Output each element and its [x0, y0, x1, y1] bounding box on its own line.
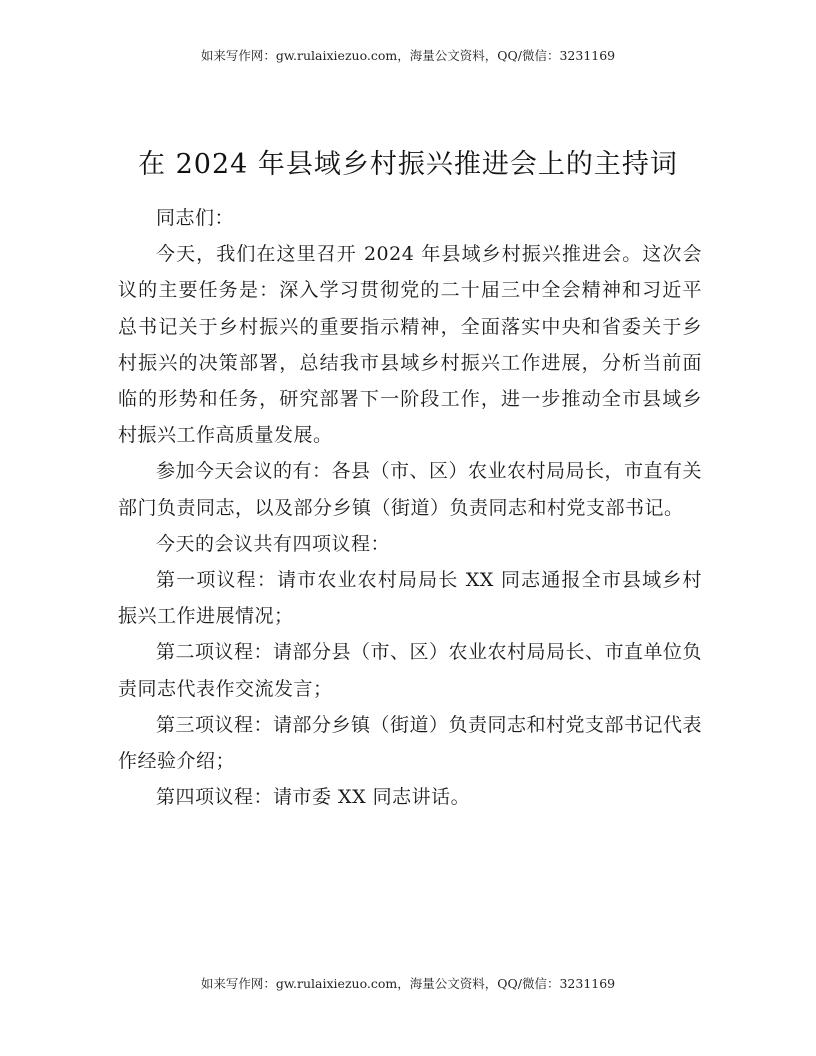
paragraph-meeting-purpose: 今天，我们在这里召开 2024 年县域乡村振兴推进会。这次会议的主要任务是：深入学习贯彻党的二十届三中全会精神和习近平总书记关于乡村振兴的重要指示精神，全面落实中央和省委关于乡村振兴的决策部署，总结我市县域乡村振兴工作进展，分析当前面临的形势和任务，研究部署下一阶段工作，进一步推动全市县域乡村振兴工作高质量发展。 — [118, 243, 702, 447]
paragraph-agenda-intro: 今天的会议共有四项议程： — [156, 532, 391, 555]
document-body — [118, 200, 702, 815]
paragraph-attendees: 参加今天会议的有：各县（市、区）农业农村局局长，市直有关部门负责同志，以及部分乡镇（街道）负责同志和村党支部书记。 — [118, 460, 703, 519]
paragraph-agenda-item-3: 第三项议程：请部分乡镇（街道）负责同志和村党支部书记代表作经验介绍； — [118, 713, 703, 773]
document-title: 在 2024 年县域乡村振兴推进会上的主持词 — [138, 149, 678, 180]
page-footer-watermark: 如来写作网：gw.rulaixiezuo.com，海量公文资料，QQ/微信：3231169 — [200, 976, 616, 991]
page-header-watermark: 如来写作网：gw.rulaixiezuo.com，海量公文资料，QQ/微信：3231169 — [200, 48, 616, 63]
paragraph-agenda-item-2: 第二项议程：请部分县（市、区）农业农村局局长、市直单位负责同志代表作交流发言； — [118, 641, 703, 700]
paragraph-greeting: 同志们： — [156, 207, 235, 229]
paragraph-agenda-item-4: 第四项议程：请市委 XX 同志讲话。 — [156, 786, 471, 809]
paragraph-agenda-item-1: 第一项议程：请市农业农村局局长 XX 同志通报全市县域乡村振兴工作进展情况； — [118, 569, 702, 628]
